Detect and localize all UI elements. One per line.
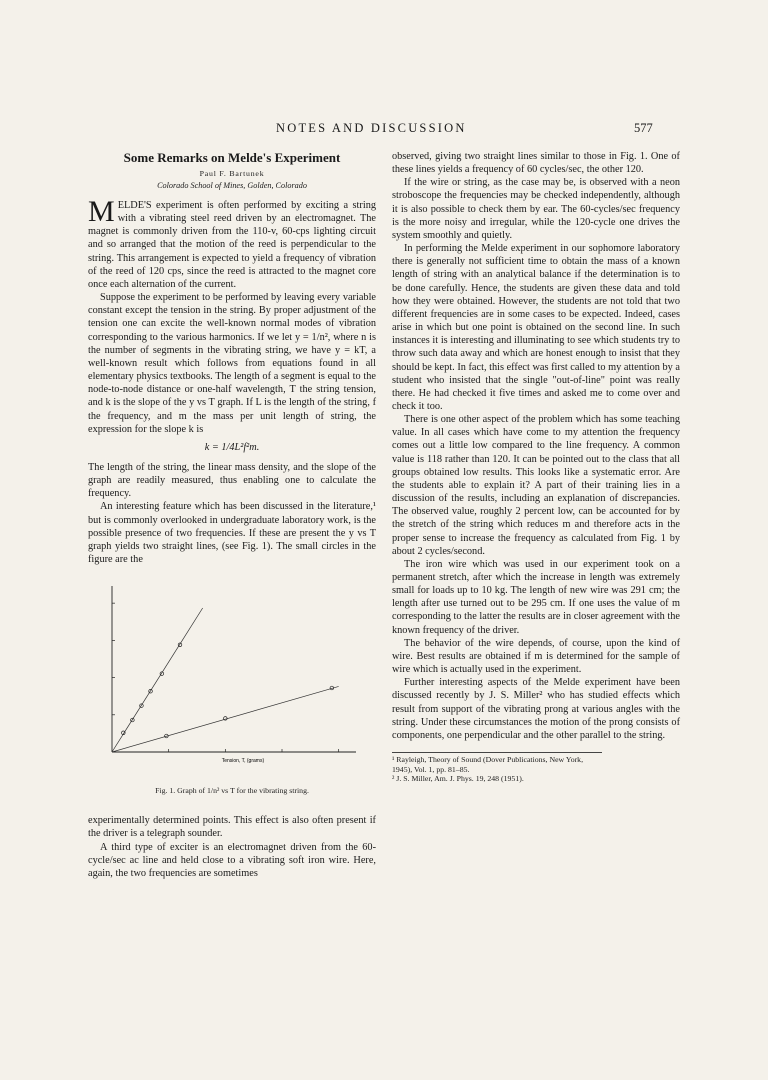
paragraph: The behavior of the wire depends, of course, upon the kind of wire. Best results are obtained if m is determined for the sample of wire which is actually used in the experiment.: [392, 637, 680, 676]
running-head: NOTES AND DISCUSSION: [276, 121, 467, 135]
affiliation: Colorado School of Mines, Golden, Colorado: [157, 181, 307, 190]
x-axis-label: Tension, T, (grams): [221, 758, 265, 765]
paragraph: The length of the string, the linear mass density, and the slope of the graph are readily measured, thus enabling one to calculate the frequency.: [88, 461, 376, 500]
paragraph: In performing the Melde experiment in our sophomore laboratory there is generally not sufficient time to obtain the mass of a known length of string with an analytical balance if the determination is to be done carefully. Hence, the students are given these data and told how they were obtained. However, the students are not told that two different frequencies are in some cases to be expected. Indeed, cases arise in which but one point is obtained on the second line. In such instances it is interesting and illuminating to see which students try to throw such data away and which are honest enough to insist that they should be kept. In fact, this effect was first called to my attention by a student who insisted that the single "out-of-line" point was really there. He had checked it five times and asked me to come over and check it too.: [392, 243, 680, 412]
paragraph-intro: [88, 195, 376, 291]
page-number: 577: [634, 121, 653, 135]
article-title: Some Remarks on Melde's Experiment: [123, 150, 341, 165]
paragraph: The iron wire which was used in our experiment took on a permanent stretch, after which the increase in length was extremely small for loads up to 10 kg. The length of new wire was 291 cm; the length after use turned out to be 295 cm. If one uses the value of m corresponding to the latter the results are in closer agreement with the known frequency of the driver.: [392, 558, 680, 636]
paragraph: Further interesting aspects of the Melde experiment have been discussed recently by J. S. Miller² who has studied effects which result from support of the vibrating prong at various angles with the string. Under these circumstances the motion of the prong consists of components, one perpendicular and the other parallel to the string.: [392, 677, 680, 741]
fit-line: [112, 687, 339, 753]
paragraph: An interesting feature which has been discussed in the literature,¹ but is commonly overlooked in undergraduate laboratory work, is the possible presence of two frequencies. If these are present the y vs T graph yields two straight lines, (see Fig. 1). The small circles in the figure are the: [88, 501, 376, 566]
figure-caption: Fig. 1. Graph of 1/n² vs T for the vibrating string.: [155, 786, 309, 796]
page-header: [0, 121, 768, 139]
formula: k = 1/4L²f²m.: [204, 441, 260, 453]
paragraph: There is one other aspect of the problem which has some teaching value. In all cases which have come to my attention the frequency comes out a little low compared to the line frequency. A common value is 118 rather than 120. It can be pointed out to the class that all groups obtained low results. This looks like a systematic error. Are the students able to explain it? A part of their training lies in a discussion of the results, including an explanation of discrepancies. The observed value, roughly 2 percent low, can be accounted for by the stretch of the string which reduces m and therefore acts in the proper sense to increase the frequency as calculated from Fig. 1 by about 2 cycles/second.: [392, 414, 680, 557]
paragraph-intro-text: ELDE'S experiment is often performed by exciting a string with a vibrating steel reed driven by an electromagnet. The magnet is commonly driven from the 110-v, 60-cps lighting circuit and so arranged that the motion of the reed is perpendicular to the string. This arrangement is expected to yield a frequency of vibration of the reed of 120 cps, since the reed is attracted to the magnet core once each alternation of the current.: [88, 200, 376, 290]
footnote-2: ² J. S. Miller, Am. J. Phys. 19, 248 (1951).: [392, 774, 524, 784]
data-point: [224, 717, 228, 721]
author: Paul F. Bartunek: [199, 169, 265, 178]
paragraph: experimentally determined points. This effect is also often present if the driver is a telegraph sounder.: [88, 815, 376, 840]
paragraph: If the wire or string, as the case may be, is observed with a neon stroboscope the frequencies may be checked independently, although it is also possible to check them by ear. The 60-cycles/sec frequency is the more noisy and irregular, while the 120-cycle one drives the system smoothly and quietly.: [392, 177, 680, 241]
title-block: [88, 150, 376, 191]
paragraph: Suppose the experiment to be performed by leaving every variable constant except the tension in the string. By proper adjustment of the tension one can excite the well-known normal modes of vibration corresponding to the various harmonics. If we let y = 1/n², where n is the number of segments in the vibrating string, we have y = kT, a well-known result which follows from equations found in all elementary physics textbooks. The length of a segment is equal to the node-to-node distance or one-half wavelength, T the string tension, and k is the slope of the y vs T graph. If L is the length of the string, f the frequency, and m the mass per unit length of string, the expression for the slope k is: [88, 292, 376, 435]
footnotes: [392, 752, 602, 784]
right-column: [392, 150, 680, 784]
figure-graph: [88, 574, 376, 779]
footnote-1: ¹ Rayleigh, Theory of Sound (Dover Publications, New York, 1945), Vol. 1, pp. 81–85.: [392, 755, 584, 774]
paragraph: observed, giving two straight lines similar to those in Fig. 1. One of these lines yields a frequency of 60 cycles/sec, the other 120.: [392, 151, 680, 176]
drop-cap: M: [88, 195, 115, 228]
fit-line: [112, 608, 203, 752]
left-column: [88, 150, 376, 880]
figure-1: [88, 574, 376, 804]
paragraph: A third type of exciter is an electromagnet driven from the 60-cycle/sec ac line and held close to a vibrating soft iron wire. Here, again, the two frequencies are sometimes: [88, 841, 376, 879]
